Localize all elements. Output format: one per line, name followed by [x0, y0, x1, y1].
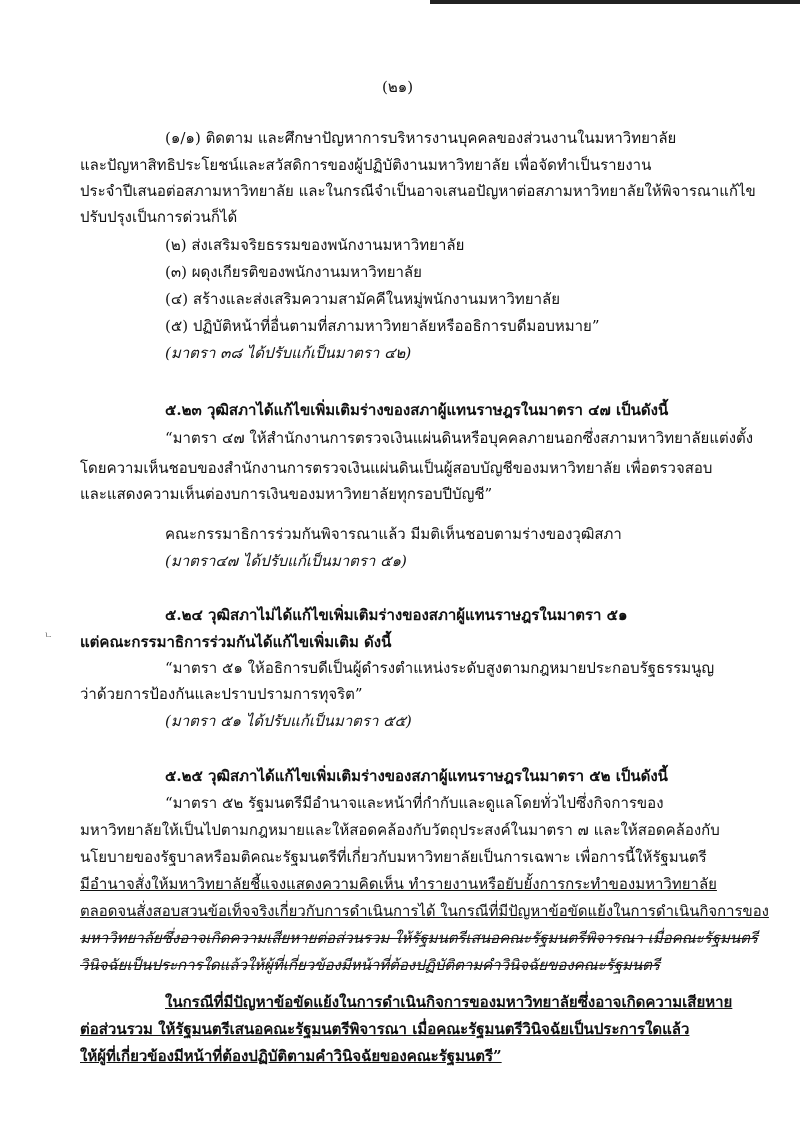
text-line: ให้ผู้ที่เกี่ยวข้องมีหน้าที่ต้องปฏิบัติตามคำวินิจฉัยของคณะรัฐมนตรี” — [80, 1047, 502, 1065]
text-line: โดยความเห็นชอบของสำนักงานการตรวจเงินแผ่นดินเป็นผู้สอบบัญชีของมหาวิทยาลัย เพื่อตรวจสอบ — [80, 459, 713, 477]
text-line: คณะกรรมาธิการร่วมกันพิจารณาแล้ว มีมติเห็นชอบตามร่างของวุฒิสภา — [165, 525, 622, 543]
text-line: ต่อส่วนรวม ให้รัฐมนตรีเสนอคณะรัฐมนตรีพิจารณา เมื่อคณะรัฐมนตรีวินิจฉัยเป็นประการใดแล้ว — [80, 1020, 690, 1038]
text-line: ในกรณีที่มีปัญหาข้อขัดแย้งในการดำเนินกิจการของมหาวิทยาลัยซึ่งอาจเกิดความเสียหาย — [165, 993, 733, 1011]
text-line: แต่คณะกรรมาธิการร่วมกันได้แก้ไขเพิ่มเติม ดังนี้ — [80, 633, 392, 651]
text-line: ๕.๒๓ วุฒิสภาได้แก้ไขเพิ่มเติมร่างของสภาผู้แทนราษฎรในมาตรา ๔๗ เป็นดังนี้ — [165, 401, 669, 419]
top-edge-bar — [430, 0, 800, 4]
text-line: มีอำนาจสั่งให้มหาวิทยาลัยชี้แจงแสดงความคิดเห็น ทำรายงานหรือยับยั้งการกระทำของมหาวิทยาลัย — [80, 875, 717, 893]
text-line: นโยบายของรัฐบาลหรือมติคณะรัฐมนตรีที่เกี่ยวกับมหาวิทยาลัยเป็นการเฉพาะ เพื่อการนี้ให้รัฐมนตรี — [80, 848, 707, 866]
text-line: (๕) ปฏิบัติหน้าที่อื่นตามที่สภามหาวิทยาลัยหรืออธิการบดีมอบหมาย” — [165, 317, 600, 335]
text-line: (๓) ผดุงเกียรติของพนักงานมหาวิทยาลัย — [165, 263, 422, 281]
margin-mark: ㄴ — [44, 631, 53, 641]
text-line: ๕.๒๔ วุฒิสภาไม่ได้แก้ไขเพิ่มเติมร่างของสภาผู้แทนราษฎรในมาตรา ๕๑ — [165, 606, 628, 624]
text-line: (มาตรา ๕๑ ได้ปรับแก้เป็นมาตรา ๕๕) — [165, 712, 412, 730]
text-line: (มาตรา ๓๘ ได้ปรับแก้เป็นมาตรา ๔๒) — [165, 344, 412, 362]
text-line: (๑/๑) ติดตาม และศึกษาปัญหาการบริหารงานบุคคลของส่วนงานในมหาวิทยาลัย — [165, 129, 677, 147]
text-line: และปัญหาสิทธิประโยชน์และสวัสดิการของผู้ปฏิบัติงานมหาวิทยาลัย เพื่อจัดทำเป็นรายงาน — [80, 156, 652, 174]
text-line: มหาวิทยาลัยซึ่งอาจเกิดความเสียหายต่อส่วนรวม ให้รัฐมนตรีเสนอคณะรัฐมนตรีพิจารณา เมื่อคณะรัฐมนตรี — [80, 929, 758, 947]
text-line: ว่าด้วยการป้องกันและปราบปรามการทุจริต” — [80, 685, 363, 703]
text-line: ประจำปีเสนอต่อสภามหาวิทยาลัย และในกรณีจำเป็นอาจเสนอปัญหาต่อสภามหาวิทยาลัยให้พิจารณาแก้ไข — [80, 182, 756, 200]
text-line: (๒) ส่งเสริมจริยธรรมของพนักงานมหาวิทยาลัย — [165, 236, 465, 254]
text-line: “มาตรา ๕๑ ให้อธิการบดีเป็นผู้ดำรงตำแหน่งระดับสูงตามกฎหมายประกอบรัฐธรรมนูญ — [165, 659, 715, 677]
text-line: ปรับปรุงเป็นการด่วนก็ได้ — [80, 208, 238, 226]
text-line: (มาตรา๔๗ ได้ปรับแก้เป็นมาตรา ๕๑) — [165, 552, 407, 570]
page-number: (๒๑) — [382, 78, 414, 96]
text-line: ตลอดจนสั่งสอบสวนข้อเท็จจริงเกี่ยวกับการดำเนินการได้ ในกรณีที่มีปัญหาข้อขัดแย้งในการดำเนินกิจการของ — [80, 902, 769, 920]
text-line: วินิจฉัยเป็นประการใดแล้วให้ผู้ที่เกี่ยวข้องมีหน้าที่ต้องปฏิบัติตามคำวินิจฉัยของคณะรัฐมนตรี — [80, 956, 660, 974]
text-line: ๕.๒๕ วุฒิสภาได้แก้ไขเพิ่มเติมร่างของสภาผู้แทนราษฎรในมาตรา ๕๒ เป็นดังนี้ — [165, 767, 668, 785]
text-line: (๔) สร้างและส่งเสริมความสามัคคีในหมู่พนักงานมหาวิทยาลัย — [165, 290, 560, 308]
text-line: “มาตรา ๕๒ รัฐมนตรีมีอำนาจและหน้าที่กำกับและดูแลโดยทั่วไปซึ่งกิจการของ — [165, 794, 664, 812]
text-line: และแสดงความเห็นต่องบการเงินของมหาวิทยาลัยทุกรอบปีบัญชี” — [80, 485, 493, 503]
text-line: “มาตรา ๔๗ ให้สำนักงานการตรวจเงินแผ่นดินหรือบุคคลภายนอกซึ่งสภามหาวิทยาลัยแต่งตั้ง — [165, 429, 754, 447]
text-line: มหาวิทยาลัยให้เป็นไปตามกฎหมายและให้สอดคล้องกับวัตถุประสงค์ในมาตรา ๗ และให้สอดคล้องกับ — [80, 821, 720, 839]
